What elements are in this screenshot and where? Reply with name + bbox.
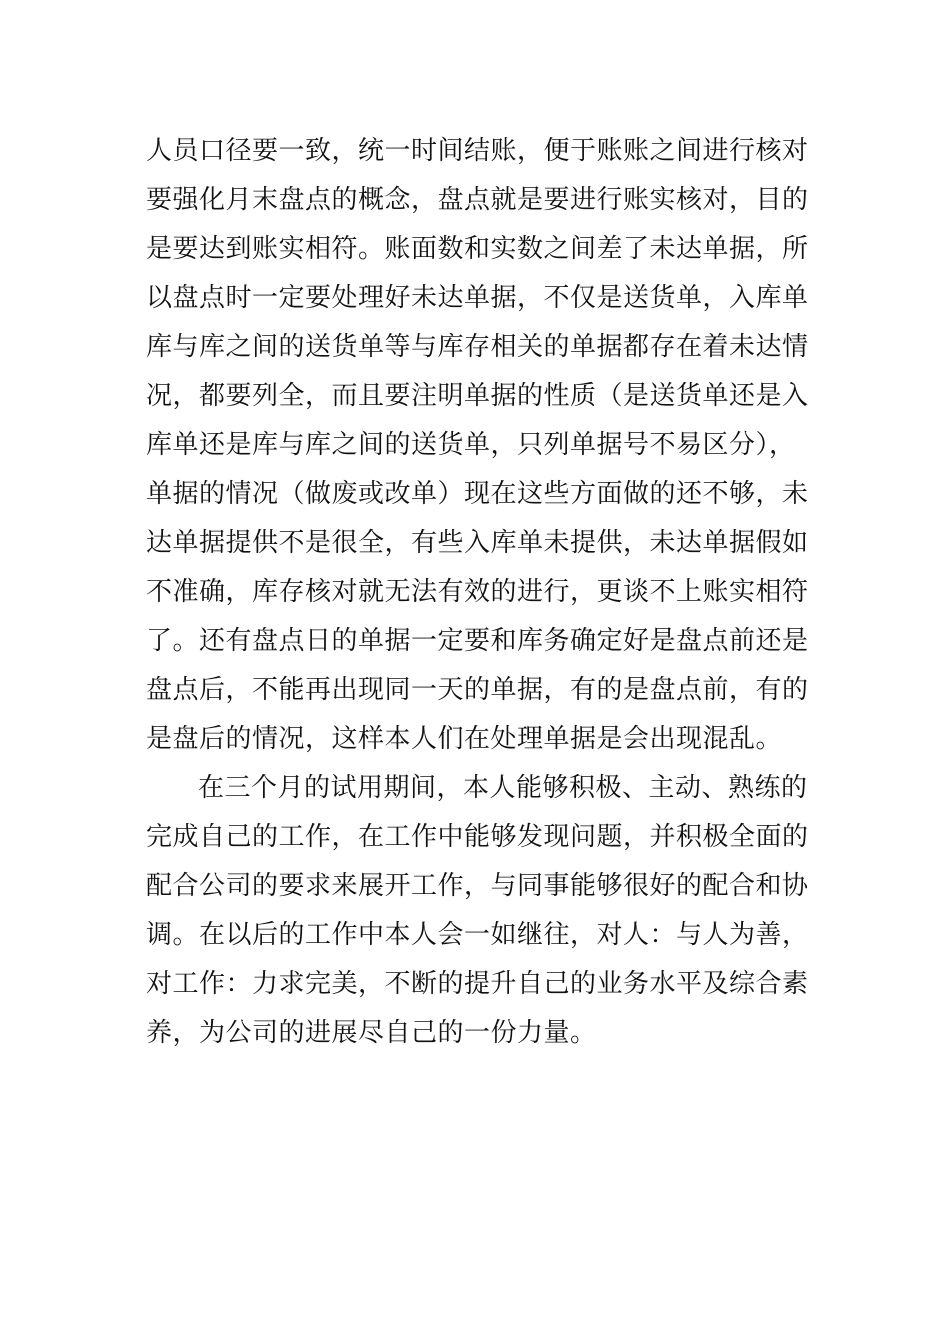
- text-line: 达单据提供不是很全，有些入库单未提供，未达单据假如: [146, 528, 809, 558]
- text-line: 以盘点时一定要处理好未达单据，不仅是送货单，入库单: [146, 283, 809, 313]
- text-line: 单据的情况（做废或改单）现在这些方面做的还不够，未: [146, 479, 809, 509]
- text-line: 盘点后，不能再出现同一天的单据，有的是盘点前，有的: [146, 675, 809, 705]
- text-line: 库与库之间的送货单等与库存相关的单据都存在着未达情: [146, 332, 809, 362]
- text-line: 对工作：力求完美，不断的提升自己的业务水平及综合素: [146, 969, 809, 999]
- text-line: 调。在以后的工作中本人会一如继往，对人：与人为善，: [146, 920, 809, 950]
- paragraph-start-line: 在三个月的试用期间，本人能够积极、主动、熟练的: [198, 773, 808, 803]
- body-text: [146, 127, 816, 1058]
- text-line: 库单还是库与库之间的送货单，只列单据号不易区分），: [146, 430, 796, 460]
- text-line: 况，都要列全，而且要注明单据的性质（是送货单还是入: [146, 381, 809, 411]
- text-line: 要强化月末盘点的概念，盘点就是要进行账实核对，目的: [146, 185, 809, 215]
- text-line: 不准确，库存核对就无法有效的进行，更谈不上账实相符: [146, 577, 809, 607]
- text-line: 完成自己的工作，在工作中能够发现问题，并积极全面的: [146, 822, 809, 852]
- text-line: 了。还有盘点日的单据一定要和库务确定好是盘点前还是: [146, 626, 809, 656]
- text-line: 配合公司的要求来展开工作，与同事能够很好的配合和协: [146, 871, 809, 901]
- text-line: 是盘后的情况，这样本人们在处理单据是会出现混乱。: [146, 724, 783, 754]
- text-line: 养，为公司的进展尽自己的一份力量。: [146, 1018, 597, 1048]
- text-line: 是要达到账实相符。账面数和实数之间差了未达单据，所: [146, 234, 809, 264]
- text-line: 人员口径要一致，统一时间结账，便于账账之间进行核对: [146, 136, 809, 166]
